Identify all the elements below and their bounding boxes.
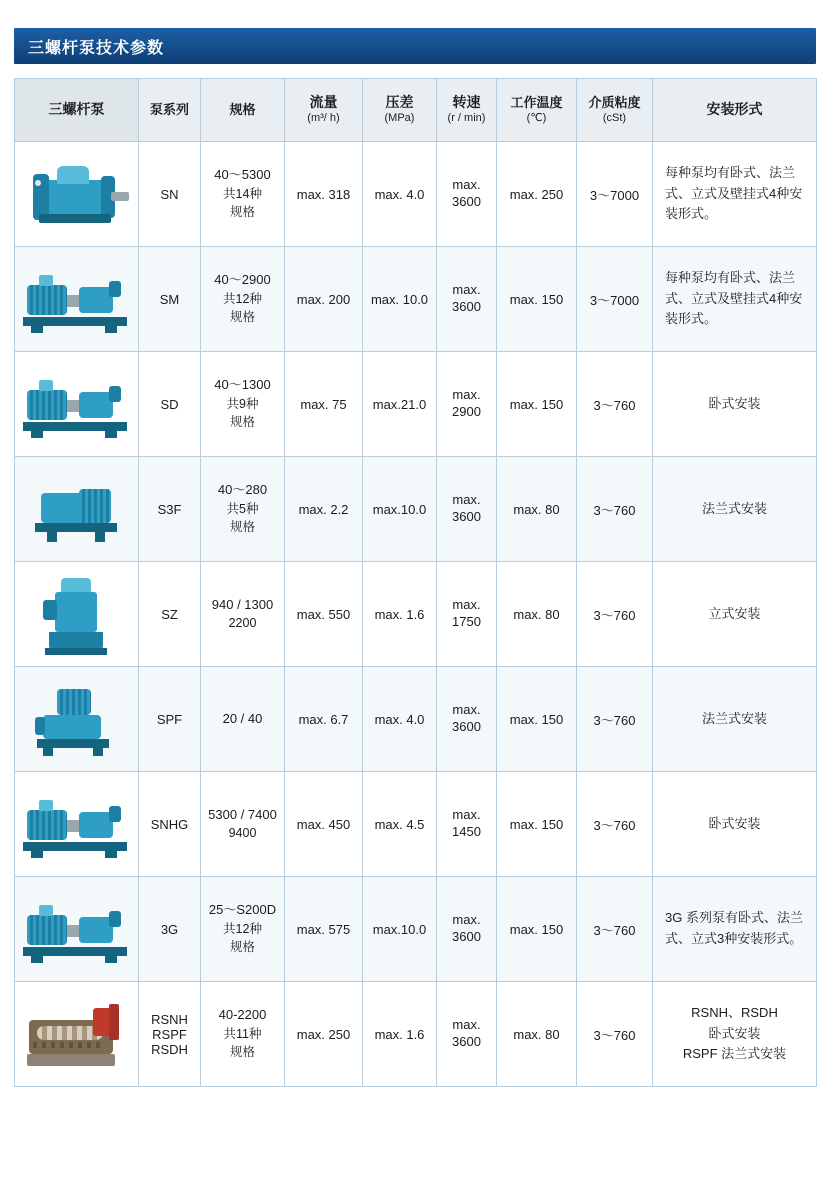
pump-snhg-icon (17, 776, 137, 872)
speed-cell: max. 1750 (437, 562, 497, 667)
installation-line: RSPF 法兰式安装 (682, 1046, 787, 1062)
table-row (15, 877, 817, 982)
temperature-cell: max. 150 (497, 667, 577, 772)
pressure-cell: max. 1.6 (363, 982, 437, 1087)
speed-cell: max. 3600 (437, 247, 497, 352)
pump-spec-table (14, 78, 817, 1087)
spec-sub1: 共12种 (223, 292, 262, 307)
series-cell: S3F (139, 457, 201, 562)
temperature-cell: max. 250 (497, 142, 577, 247)
installation-cell: 每种泵均有卧式、法兰式、立式及壁挂式4种安装形式。 (653, 247, 817, 352)
pump-rsnh-icon (17, 986, 137, 1082)
pump-sm-icon (17, 251, 137, 347)
speed-cell: max. 3600 (437, 877, 497, 982)
flow-cell: max. 550 (285, 562, 363, 667)
flow-cell: max. 2.2 (285, 457, 363, 562)
temperature-cell: max. 80 (497, 982, 577, 1087)
speed-cell: max. 2900 (437, 352, 497, 457)
installation-cell: 法兰式安装 (653, 457, 817, 562)
series-cell: SPF (139, 667, 201, 772)
speed-cell: max. 3600 (437, 142, 497, 247)
installation-cell: 卧式安装 (653, 352, 817, 457)
installation-cell (653, 982, 817, 1087)
pump-image-cell (15, 772, 139, 877)
spec-sub1: 共5种 (226, 502, 259, 517)
temperature-cell: max. 150 (497, 772, 577, 877)
installation-cell: 卧式安装 (653, 772, 817, 877)
viscosity-cell: 3～760 (577, 877, 653, 982)
spec-main: 40～280 (217, 482, 268, 498)
table-row (15, 667, 817, 772)
series-cell: SM (139, 247, 201, 352)
table-row (15, 142, 817, 247)
temperature-cell: max. 150 (497, 352, 577, 457)
pump-image-cell (15, 352, 139, 457)
viscosity-cell: 3～760 (577, 772, 653, 877)
col-header-viscosity: 介质粘度 (cSt) (577, 79, 653, 142)
pump-image-cell (15, 667, 139, 772)
installation-cell: 3G 系列泵有卧式、法兰式、立式3种安装形式。 (653, 877, 817, 982)
series-cell: SZ (139, 562, 201, 667)
spec-main: 25～S200D (208, 902, 277, 918)
pump-image-cell (15, 457, 139, 562)
pressure-cell: max.10.0 (363, 877, 437, 982)
pump-3g-icon (17, 881, 137, 977)
col-header-installation: 安装形式 (653, 79, 817, 142)
series-line: RSNH (151, 1011, 188, 1027)
installation-line: RSNH、RSDH (691, 1004, 778, 1020)
pump-sd-icon (17, 356, 137, 452)
spec-sub2: 规格 (229, 205, 255, 220)
spec-sub1: 共12种 (223, 922, 262, 937)
viscosity-cell: 3～7000 (577, 247, 653, 352)
table-row (15, 982, 817, 1087)
spec-sub1: 共9种 (226, 397, 259, 412)
series-cell: SN (139, 142, 201, 247)
series-cell (139, 982, 201, 1087)
pressure-cell: max. 4.5 (363, 772, 437, 877)
spec-main: 20 / 40 (222, 710, 263, 726)
spec-main: 40～2900 (214, 272, 271, 288)
col-header-series: 泵系列 (139, 79, 201, 142)
spec-sub2: 规格 (229, 940, 255, 955)
temperature-cell: max. 80 (497, 562, 577, 667)
spec-cell (201, 982, 285, 1087)
temperature-cell: max. 80 (497, 457, 577, 562)
flow-cell: max. 250 (285, 982, 363, 1087)
pump-image-cell (15, 142, 139, 247)
col-header-flow: 流量 (m³/ h) (285, 79, 363, 142)
series-line: RSPF (152, 1026, 187, 1042)
viscosity-cell: 3～760 (577, 562, 653, 667)
flow-cell: max. 450 (285, 772, 363, 877)
speed-cell: max. 1450 (437, 772, 497, 877)
spec-cell (201, 142, 285, 247)
table-row (15, 562, 817, 667)
spec-cell (201, 247, 285, 352)
flow-cell: max. 318 (285, 142, 363, 247)
spec-sub1: 9400 (228, 826, 257, 841)
table-row (15, 352, 817, 457)
pressure-cell: max. 4.0 (363, 142, 437, 247)
spec-main: 940 / 1300 (211, 596, 274, 612)
pump-image-cell (15, 562, 139, 667)
spec-sub2: 规格 (229, 1045, 255, 1060)
pump-sz-icon (17, 566, 137, 662)
spec-sheet-page (0, 28, 830, 1179)
viscosity-cell: 3～760 (577, 352, 653, 457)
table-row (15, 247, 817, 352)
table-body (15, 142, 817, 1087)
table-header (15, 79, 817, 142)
spec-cell (201, 562, 285, 667)
flow-cell: max. 6.7 (285, 667, 363, 772)
spec-main: 40-2200 (218, 1007, 267, 1023)
speed-cell: max. 3600 (437, 667, 497, 772)
installation-cell: 每种泵均有卧式、法兰式、立式及壁挂式4种安装形式。 (653, 142, 817, 247)
col-header-pressure: 压差 (MPa) (363, 79, 437, 142)
pressure-cell: max.10.0 (363, 457, 437, 562)
spec-cell (201, 877, 285, 982)
col-header-spec: 规格 (201, 79, 285, 142)
pump-image-cell (15, 982, 139, 1087)
series-cell: SD (139, 352, 201, 457)
installation-cell: 立式安装 (653, 562, 817, 667)
spec-cell (201, 772, 285, 877)
spec-main: 40～5300 (214, 167, 271, 183)
spec-main: 40～1300 (214, 377, 271, 393)
spec-cell (201, 352, 285, 457)
temperature-cell: max. 150 (497, 247, 577, 352)
spec-cell (201, 457, 285, 562)
spec-sub2: 规格 (229, 415, 255, 430)
spec-sub1: 共11种 (223, 1027, 262, 1042)
col-header-speed: 转速 (r / min) (437, 79, 497, 142)
pressure-cell: max. 4.0 (363, 667, 437, 772)
viscosity-cell: 3～760 (577, 667, 653, 772)
flow-cell: max. 200 (285, 247, 363, 352)
speed-cell: max. 3600 (437, 457, 497, 562)
pressure-cell: max.21.0 (363, 352, 437, 457)
spec-sub2: 规格 (229, 520, 255, 535)
series-line: RSDH (151, 1041, 188, 1057)
pump-s3f-icon (17, 461, 137, 557)
speed-cell: max. 3600 (437, 982, 497, 1087)
installation-line: 卧式安装 (708, 1025, 761, 1041)
pump-image-cell (15, 877, 139, 982)
viscosity-cell: 3～760 (577, 457, 653, 562)
installation-cell: 法兰式安装 (653, 667, 817, 772)
spec-cell (201, 667, 285, 772)
spec-sub1: 共14种 (223, 187, 262, 202)
flow-cell: max. 75 (285, 352, 363, 457)
col-header-pump-image: 三螺杆泵 (15, 79, 139, 142)
viscosity-cell: 3～760 (577, 982, 653, 1087)
col-header-temperature: 工作温度 (℃) (497, 79, 577, 142)
spec-sub2: 规格 (229, 310, 255, 325)
spec-main: 5300 / 7400 (208, 806, 277, 822)
table-row (15, 457, 817, 562)
temperature-cell: max. 150 (497, 877, 577, 982)
pump-image-cell (15, 247, 139, 352)
spec-sub1: 2200 (228, 616, 257, 631)
pump-sn-icon (17, 146, 137, 242)
viscosity-cell: 3～7000 (577, 142, 653, 247)
series-cell: 3G (139, 877, 201, 982)
pump-spf-icon (17, 671, 137, 767)
series-cell: SNHG (139, 772, 201, 877)
page-title: 三螺杆泵技术参数 (28, 39, 165, 57)
pressure-cell: max. 10.0 (363, 247, 437, 352)
pressure-cell: max. 1.6 (363, 562, 437, 667)
page-banner (14, 28, 816, 64)
table-row (15, 772, 817, 877)
flow-cell: max. 575 (285, 877, 363, 982)
